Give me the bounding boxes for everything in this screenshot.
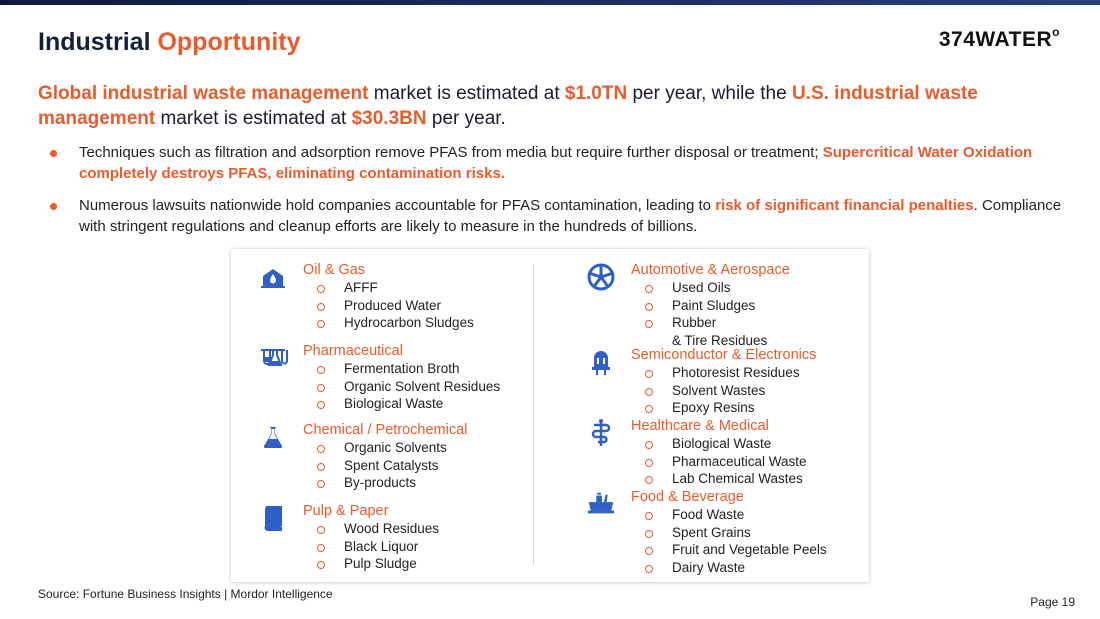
source-citation: Source: Fortune Business Insights | Mordor Intelligence: [38, 587, 333, 601]
page-title: Industrial Opportunity: [38, 28, 301, 56]
list-item: Organic Solvents: [317, 439, 447, 457]
list-item: Fruit and Vegetable Peels: [645, 541, 827, 559]
list-item: Photoresist Residues: [645, 364, 800, 382]
list-item-continuation: & Tire Residues: [672, 332, 768, 348]
list-item: By-products: [317, 474, 447, 492]
paper-roll-icon: [258, 503, 288, 533]
list-item: Fermentation Broth: [317, 360, 500, 378]
lab-flasks-icon: [258, 343, 288, 373]
flask-icon: [258, 422, 288, 452]
list-item: Produced Water: [317, 297, 474, 315]
food-drink-icon: [586, 489, 616, 519]
page-number: Page 19: [1030, 595, 1075, 609]
list-item: Food Waste: [645, 506, 827, 524]
wheel-icon: [586, 262, 616, 292]
bullet-dot: [50, 203, 57, 210]
list-item: Biological Waste: [317, 395, 500, 413]
list-item: Wood Residues: [317, 520, 439, 538]
list-item: Dairy Waste: [645, 559, 827, 577]
key-point: Techniques such as filtration and adsorption remove PFAS from media but require further disposal or treatment; Supercritical Water Oxidation completely destroys PFAS, eliminating contamination risks.: [50, 143, 1080, 184]
list-item: Lab Chemical Wastes: [645, 470, 807, 488]
market-summary: Global industrial waste management market is estimated at $1.0TN per year, while the U.S. industrial waste management market is estimated at $30.3BN per year.: [38, 83, 978, 129]
list-item: Epoxy Resins: [645, 399, 800, 417]
list-item: Spent Grains: [645, 524, 827, 542]
column-divider: [533, 265, 534, 565]
list-item: Organic Solvent Residues: [317, 378, 500, 396]
plug-chip-icon: [586, 347, 616, 377]
list-item: Used Oils: [645, 279, 767, 297]
oil-drop-icon: [258, 262, 288, 292]
list-item: Rubber: [645, 314, 767, 332]
bullet-dot: [50, 150, 57, 157]
list-item: Pharmaceutical Waste: [645, 453, 807, 471]
company-logo: 374WATER$^o$: [938, 25, 1060, 51]
list-item: Hydrocarbon Sludges: [317, 314, 474, 332]
list-item: Solvent Wastes: [645, 382, 800, 400]
key-points-list: [50, 143, 1080, 249]
industry-sectors-card: Oil & Gas AFFF Produced Water Hydrocarbon Sludges Pharmaceutical Fermentation Broth Organic Solvent Residues Biological Waste Chemical / Petrochemical Organic Solvents Spent Catalysts By-products Pulp & Paper Wood Residues Black Liquor Pulp Sludge Automotive & Aerospace Used Oils Paint Sludges Rubber & Tire Residues Semiconductor & Electronics Photoresist Residues Solvent Wastes Epoxy Resins Healthcare & Medical Biological Waste Pharmaceutical Waste Lab Chemical Wastes Food & Beverage Food Waste Spent Grains Fruit and Vegetable Peels Dairy Waste: [231, 249, 869, 582]
medical-caduceus-icon: [586, 418, 616, 448]
top-accent-bar: [0, 0, 1100, 5]
list-item: Spent Catalysts: [317, 457, 447, 475]
list-item: AFFF: [317, 279, 474, 297]
list-item: Biological Waste: [645, 435, 807, 453]
list-item: Black Liquor: [317, 538, 439, 556]
list-item: Paint Sludges: [645, 297, 767, 315]
key-point: Numerous lawsuits nationwide hold companies accountable for PFAS contamination, leading to risk of significant financial penalties. Compliance with stringent regulations and cleanup efforts are likely to measure in the hundreds of billions.: [50, 196, 1080, 237]
list-item: Pulp Sludge: [317, 555, 439, 573]
